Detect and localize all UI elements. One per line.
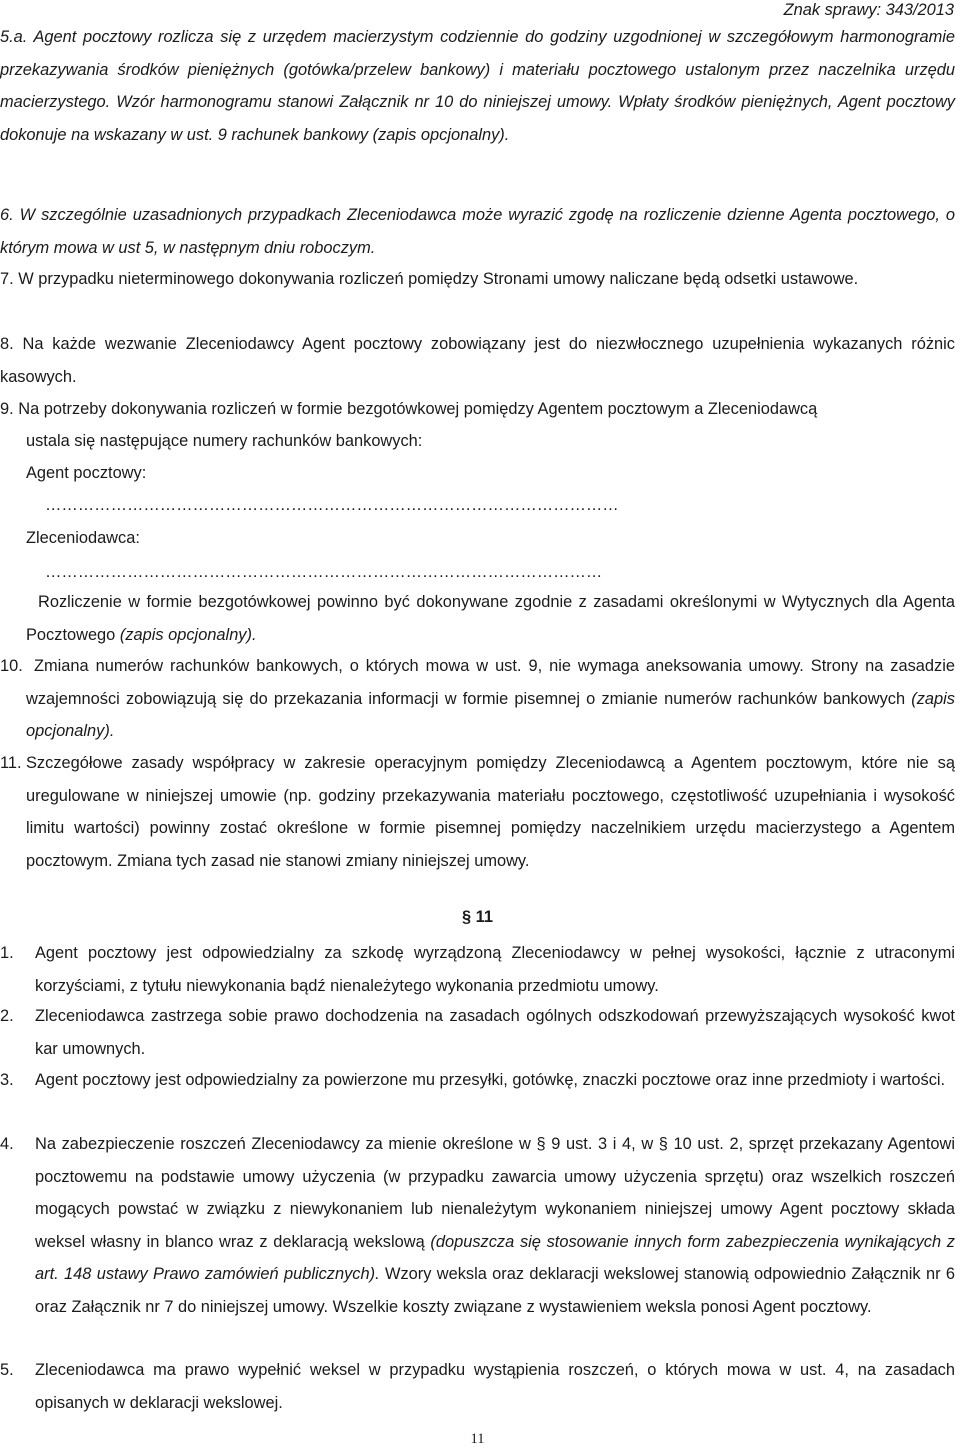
paragraph-9-continuation: ustala się następujące numery rachunków bankowych: [26,432,423,450]
paragraph-11-text-line1: Szczegółowe zasady współpracy w zakresie operacyjnym pomiędzy Zleceniodawcą a Agentem pocztowym, [26,754,853,772]
paragraph-6 [0,199,955,264]
item-2-text: Zleceniodawca zastrzega sobie prawo dochodzenia na zasadach ogólnych odszkodowań przewyższających wysokość kwot kar umownych. [35,1007,955,1058]
paragraph-5a-text: Agent pocztowy rozlicza się z urzędem macierzystym codziennie do godziny uzgodnionej w szczegółowym harmonogramie przekazywania środków pieniężnych (gotówka/przelew bankowy) i materiału pocztowego ustalonym przez naczelnika urzędu macierzystego. Wzór harmonogramu stanowi Załącznik nr 10 do niniejszej umowy. Wpłaty środków pieniężnych, Agent pocztowy dokonuje na wskazany w ust. 9 rachunek bankowy (zapis opcjonalny). [0,28,955,144]
paragraph-11-number: 11. [0,754,22,772]
paragraph-10-text-rest: na zasadzie wzajemności zobowiązują się do przekazania informacji w formie pisemnej o zmianie numerów rachunków bankowych [26,657,955,708]
item-3-number: 3. [0,1071,14,1089]
client-account-placeholder: ………………………………………………………………………………………… [45,563,603,581]
paragraph-7-text: W przypadku nieterminowego dokonywania rozliczeń pomiędzy Stronami umowy naliczane będą odsetki ustawowe. [18,270,859,288]
paragraph-10-optional: (zapis opcjonalny). [26,689,955,741]
paragraph-7-number: 7. [0,270,14,288]
item-5-text: Zleceniodawca ma prawo wypełnić weksel w przypadku wystąpienia roszczeń, o których mowa w ust. 4, na zasadach opisanych w deklaracji wekslowej. [35,1361,955,1412]
paragraph-9-text: Na potrzeby dokonywania rozliczeń w formie bezgotówkowej pomiędzy Agentem pocztowym a Zleceniodawcą [18,400,818,418]
paragraph-10-number: 10. [0,657,23,675]
client-account-label: Zleceniodawca: [26,529,140,547]
item-5-number: 5. [0,1361,14,1379]
item-4-text-a: Na zabezpieczenie roszczeń Zleceniodawcy za mienie określone w § 9 ust. 3 i 4, w § 10 ust. 2, sprzęt przekazany Agentowi pocztowemu na podstawie umowy użyczenia (w przypadku zawarcia umowy użyczenia sprzętu) oraz wszelkich roszczeń mogących powstać w związku z niewykonaniem lub nienależytym wykonaniem niniejszej umowy Agent pocztowy składa weksel własny in blanco wraz z deklaracją wekslową [35,1135,955,1251]
item-4 [35,1128,955,1324]
paragraph-9-note-optional: (zapis opcjonalny). [119,625,257,644]
paragraph-8 [0,328,955,393]
paragraph-7 [0,263,955,296]
section-title: § 11 [462,908,493,926]
paragraph-9 [0,393,955,426]
item-1-text: Agent pocztowy jest odpowiedzialny za szkodę wyrządzoną Zleceniodawcy w pełnej wysokości, łącznie z utraconymi korzyściami, z tytułu niewykonania bądź nienależytego wykonania przedmiotu umowy. [35,944,955,995]
paragraph-6-number: 6. [0,206,14,224]
item-1-number: 1. [0,944,14,962]
paragraph-10-text-line1: Zmiana numerów rachunków bankowych, o których mowa w ust. 9, nie wymaga aneksowania umowy. Strony [34,657,859,675]
paragraph-8-number: 8. [0,335,14,353]
item-4-text-italic: (dopuszcza się stosowanie innych form zabezpieczenia wynikających z art. 148 ustawy Prawo zamówień publicznych). [35,1232,955,1284]
paragraph-5a [0,21,955,151]
item-4-text-b: Wzory weksla oraz deklaracji wekslowej stanowią odpowiednio Załącznik nr 6 oraz Załącznik nr 7 do niniejszej umowy. Wszelkie koszty związane z wystawieniem weksla ponosi Agent pocztowy. [35,1265,955,1316]
item-4-number: 4. [0,1135,14,1153]
paragraph-9-note [26,586,955,651]
paragraph-6-text: W szczególnie uzasadnionych przypadkach Zleceniodawca może wyrazić zgodę na rozliczenie dzienne Agenta pocztowego, o którym mowa w ust 5, w następnym dniu roboczym. [0,206,955,257]
item-2-number: 2. [0,1007,14,1025]
paragraph-8-text: Na każde wezwanie Zleceniodawcy Agent pocztowy zobowiązany jest do niezwłocznego uzupełnienia wykazanych różnic kasowych. [0,335,955,386]
paragraph-11-text-rest: które nie są uregulowane w niniejszej umowie (np. godziny przekazywania materiału pocztowego, częstotliwość uzupełniania i wysokość limitu wartości) powinny zostać określone w formie pisemnej pomiędzy naczelnikiem urzędu macierzystego a Agentem pocztowym. Zmiana tych zasad nie stanowi zmiany niniejszej umowy. [26,754,955,870]
paragraph-11 [26,747,955,877]
agent-account-placeholder: …………………………………………………………………………………………… [45,496,619,514]
agent-account-label: Agent pocztowy: [26,464,147,482]
page-number: 11 [470,1431,485,1447]
item-3-text: Agent pocztowy jest odpowiedzialny za powierzone mu przesyłki, gotówkę, znaczki pocztowe oraz inne przedmioty i wartości. [35,1071,946,1089]
paragraph-9-number: 9. [0,400,14,418]
case-number-header: Znak sprawy: 343/2013 [783,1,954,19]
paragraph-5a-number: 5.a. [0,28,28,46]
paragraph-10 [26,650,955,748]
paragraph-9-note-text: Rozliczenie w formie bezgotówkowej powinno być dokonywane zgodnie z zasadami określonymi w Wytycznych dla Agenta Pocztowego [26,593,955,644]
